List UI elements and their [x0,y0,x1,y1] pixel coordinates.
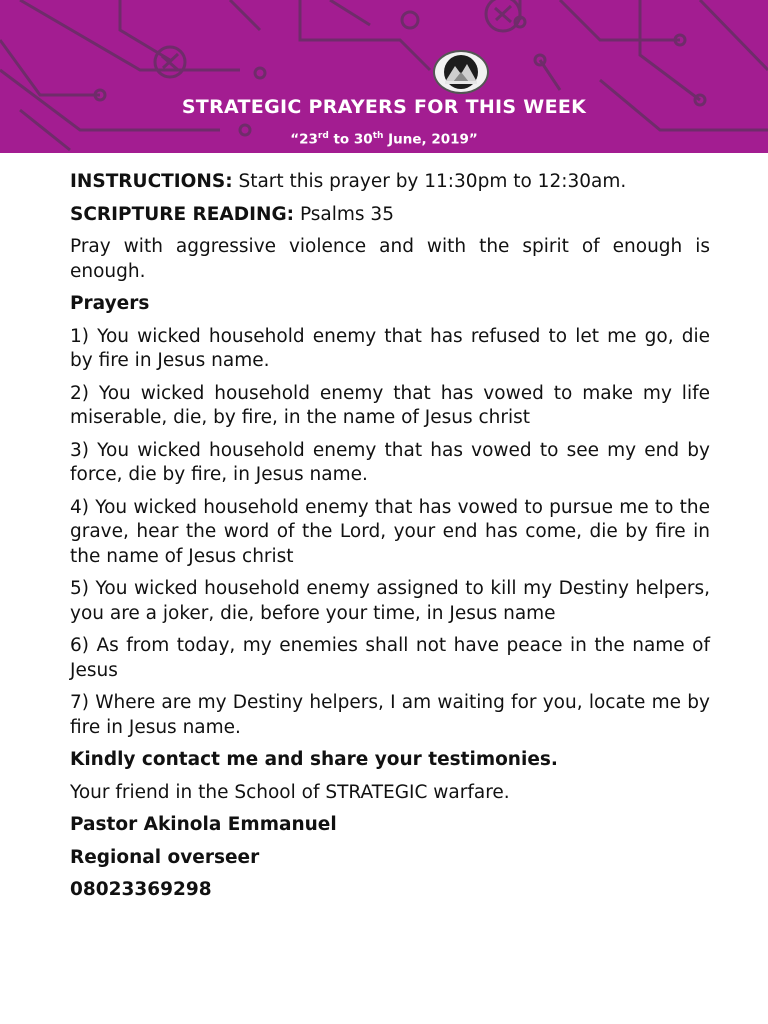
friend-line: Your friend in the School of STRATEGIC warfare. [70,781,510,803]
prayer-item: 4) You wicked household enemy that has vowed to pursue me to the grave, hear the word of the Lord, your end has come, die by fire in the name of Jesus christ [70,496,710,567]
prayers-heading: Prayers [70,293,150,314]
document-body [70,170,710,911]
prayer-item: 2) You wicked household enemy that has vowed to make my life miserable, die, by fire, in the name of Jesus christ [70,382,710,428]
contact-line: Kindly contact me and share your testimonies. [70,749,558,770]
mountain-emblem-icon [435,52,487,92]
date-range: “23rd to 30th June, 2019” [290,131,478,148]
scripture-reading: SCRIPTURE READING: Psalms 35 [70,203,394,225]
intro-text: Pray with aggressive violence and with the spirit of enough is enough. [70,236,710,282]
pastor-role: Regional overseer [70,846,260,868]
prayer-item: 3) You wicked household enemy that has vowed to see my end by force, die by fire, in Jesus name. [70,439,710,485]
pastor-name: Pastor Akinola Emmanuel [70,814,337,835]
phone-number: 08023369298 [70,879,212,900]
prayer-item: 6) As from today, my enemies shall not have peace in the name of Jesus [70,635,710,681]
instructions: INSTRUCTIONS: Start this prayer by 11:30pm to 12:30am. [70,171,627,192]
prayer-item: 1) You wicked household enemy that has refused to let me go, die by fire in Jesus name. [70,325,710,371]
page-title: STRATEGIC PRAYERS FOR THIS WEEK [181,96,587,118]
prayer-item: 7) Where are my Destiny helpers, I am waiting for you, locate me by fire in Jesus name. [70,692,710,738]
prayer-item: 5) You wicked household enemy assigned to kill my Destiny helpers, you are a joker, die, before your time, in Jesus name [70,578,710,624]
header-banner [0,0,768,153]
church-logo [433,50,489,94]
